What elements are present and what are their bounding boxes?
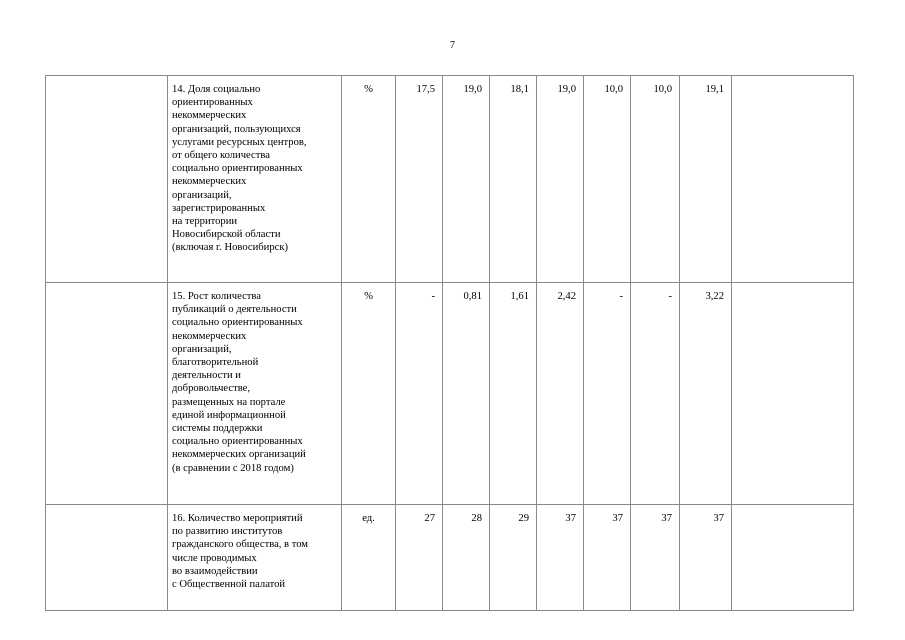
value-cell: 1,61 (490, 283, 537, 505)
value-cell: - (396, 283, 443, 505)
note-cell (732, 505, 854, 611)
value-cell: 19,0 (443, 76, 490, 283)
value-cell: - (631, 283, 680, 505)
value-cell: 17,5 (396, 76, 443, 283)
value-cell: 10,0 (584, 76, 631, 283)
indicator-name-cell: 15. Рост количества публикаций о деятельности социально ориентированных некоммерческих организаций, благотворительной деятельности и добровольчестве, размещенных на портале единой информационной системы поддержки социально ориентированных некоммерческих организаций (в сравнении с 2018 годом) (168, 283, 342, 505)
empty-left-cell (46, 76, 168, 283)
value-cell: 10,0 (631, 76, 680, 283)
value-cell: 37 (537, 505, 584, 611)
value-cell: 29 (490, 505, 537, 611)
value-cell: 19,0 (537, 76, 584, 283)
value-cell: 37 (631, 505, 680, 611)
indicator-name-cell: 14. Доля социально ориентированных некоммерческих организаций, пользующихся услугами ресурсных центров, от общего количества социально ориентированных некоммерческих организаций, зарегистрированных на территории Новосибирской области (включая г. Новосибирск) (168, 76, 342, 283)
indicator-name-cell: 16. Количество мероприятий по развитию институтов гражданского общества, в том числе проводимых во взаимодействии с Общественной палатой (168, 505, 342, 611)
value-cell: 37 (680, 505, 732, 611)
value-cell: 0,81 (443, 283, 490, 505)
value-cell: 18,1 (490, 76, 537, 283)
value-cell: 19,1 (680, 76, 732, 283)
value-cell: - (584, 283, 631, 505)
value-cell: 37 (584, 505, 631, 611)
value-cell: 28 (443, 505, 490, 611)
value-cell: 27 (396, 505, 443, 611)
table-row (46, 283, 854, 505)
value-cell: 3,22 (680, 283, 732, 505)
note-cell (732, 76, 854, 283)
table-row (46, 505, 854, 611)
page-number: 7 (450, 40, 455, 51)
value-cell: 2,42 (537, 283, 584, 505)
unit-cell: % (342, 283, 396, 505)
table-row (46, 76, 854, 283)
note-cell (732, 283, 854, 505)
empty-left-cell (46, 283, 168, 505)
unit-cell: ед. (342, 505, 396, 611)
indicators-table (45, 75, 854, 611)
empty-left-cell (46, 505, 168, 611)
unit-cell: % (342, 76, 396, 283)
